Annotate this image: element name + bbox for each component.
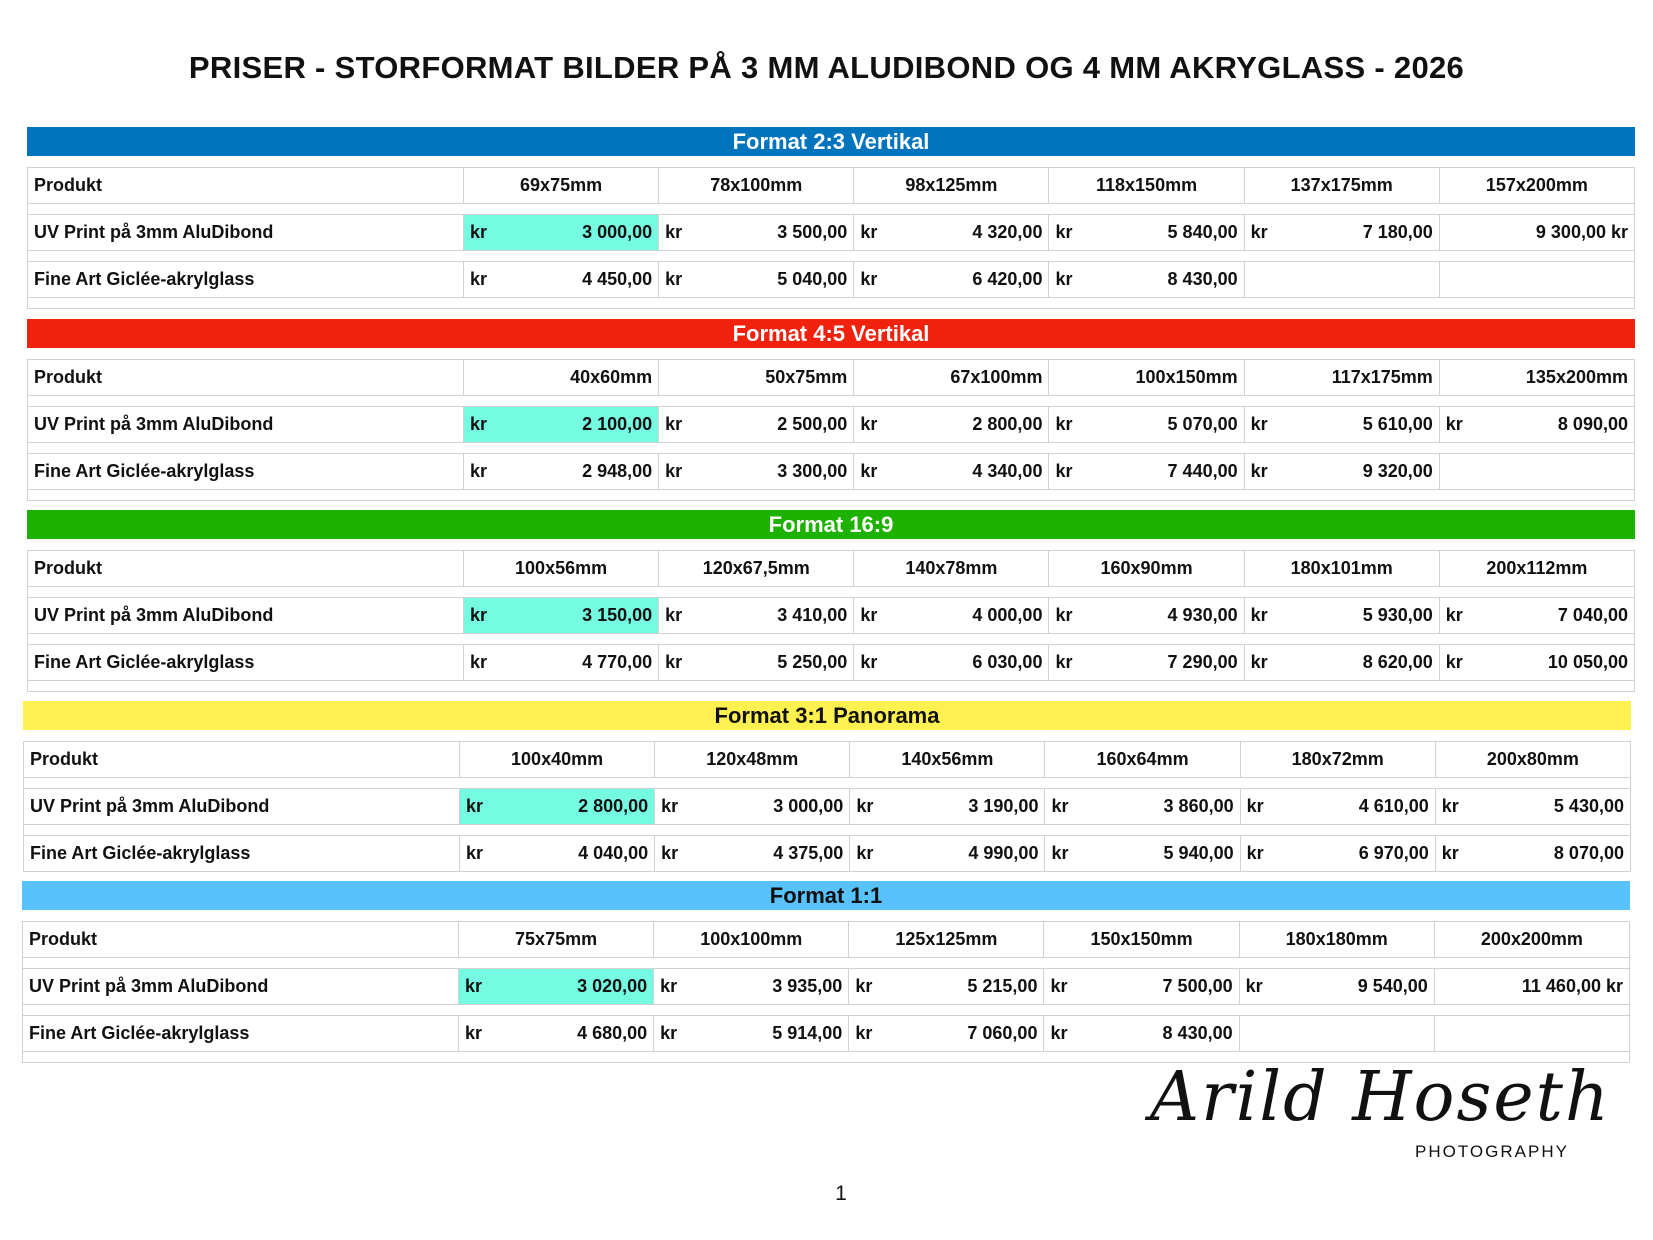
- price-cell: [464, 645, 659, 681]
- price-cell: [654, 969, 849, 1005]
- price-value: 5 070,00: [1167, 414, 1238, 434]
- price-cell: [1044, 1016, 1239, 1052]
- section-header-band: Format 4:5 Vertikal: [27, 319, 1635, 348]
- currency-label: kr: [1055, 461, 1073, 481]
- column-header-size: 78x100mm: [659, 168, 854, 204]
- price-value: 4 320,00: [972, 222, 1043, 242]
- column-header-size: 160x64mm: [1045, 742, 1240, 778]
- price-cell: [1044, 969, 1239, 1005]
- table-row: [28, 262, 1635, 298]
- column-header-size: 135x200mm: [1439, 360, 1634, 396]
- section-format-4-5: [27, 319, 1635, 501]
- price-cell: [1244, 645, 1439, 681]
- currency-label: kr: [860, 269, 878, 289]
- price-value: 5 215,00: [967, 976, 1038, 996]
- price-cell: [655, 836, 850, 872]
- table-header-row: [28, 168, 1635, 204]
- price-cell: [854, 407, 1049, 443]
- price-cell: [1434, 969, 1629, 1005]
- price-cell: [659, 407, 854, 443]
- currency-label: kr: [661, 843, 679, 863]
- price-cell: [654, 1016, 849, 1052]
- currency-label: kr: [855, 976, 873, 996]
- price-cell: [459, 1016, 654, 1052]
- column-header-product: Produkt: [28, 360, 464, 396]
- column-header-size: 157x200mm: [1439, 168, 1634, 204]
- price-value: 4 930,00: [1167, 605, 1238, 625]
- currency-label: kr: [1051, 796, 1069, 816]
- price-cell: [1435, 836, 1630, 872]
- column-header-product: Produkt: [28, 168, 464, 204]
- price-cell: [849, 969, 1044, 1005]
- price-value: 3 935,00: [772, 976, 843, 996]
- currency-label: kr: [860, 414, 878, 434]
- currency-label: kr: [1246, 843, 1264, 863]
- currency-label: kr: [665, 605, 683, 625]
- column-header-size: 150x150mm: [1044, 922, 1239, 958]
- price-value: 7 440,00: [1167, 461, 1238, 481]
- price-cell: [659, 454, 854, 490]
- price-value: 4 610,00: [1358, 796, 1429, 816]
- price-value: 2 948,00: [582, 461, 653, 481]
- price-table: [27, 359, 1635, 501]
- currency-label: kr: [1250, 222, 1268, 242]
- price-cell: [1439, 215, 1634, 251]
- currency-label: kr: [860, 605, 878, 625]
- price-value: 4 450,00: [582, 269, 653, 289]
- price-cell: [460, 836, 655, 872]
- price-value: 3 000,00: [773, 796, 844, 816]
- currency-label: kr: [661, 796, 679, 816]
- price-cell: [850, 789, 1045, 825]
- price-cell: [464, 407, 659, 443]
- table-header-row: [23, 922, 1630, 958]
- price-value: 5 430,00: [1553, 796, 1624, 816]
- currency-label: kr: [860, 652, 878, 672]
- currency-label: kr: [660, 1023, 678, 1043]
- currency-label: kr: [665, 414, 683, 434]
- currency-label: kr: [470, 605, 488, 625]
- price-cell: [1240, 836, 1435, 872]
- section-format-2-3: [27, 127, 1635, 309]
- price-value: 8 620,00: [1362, 652, 1433, 672]
- price-value: 3 860,00: [1163, 796, 1234, 816]
- currency-label: kr: [465, 976, 483, 996]
- price-value: 5 914,00: [772, 1023, 843, 1043]
- price-cell: [1049, 454, 1244, 490]
- currency-label: kr: [665, 222, 683, 242]
- table-row: [24, 789, 1631, 825]
- price-cell-empty: [1244, 262, 1439, 298]
- section-header-band: Format 3:1 Panorama: [23, 701, 1631, 730]
- price-cell: [459, 969, 654, 1005]
- currency-label: kr: [1250, 461, 1268, 481]
- logo-signature-text: Arild Hoseth: [1150, 1058, 1611, 1137]
- column-header-size: 125x125mm: [849, 922, 1044, 958]
- price-table: [27, 167, 1635, 309]
- price-cell: [1244, 598, 1439, 634]
- section-format-3-1: [23, 701, 1631, 872]
- price-value: 3 500,00: [777, 222, 848, 242]
- column-header-size: 50x75mm: [659, 360, 854, 396]
- currency-label: kr: [1055, 414, 1073, 434]
- price-value: 7 500,00: [1162, 976, 1233, 996]
- product-name: UV Print på 3mm AluDibond: [28, 407, 464, 443]
- product-name: Fine Art Giclée-akrylglass: [28, 262, 464, 298]
- currency-label: kr: [1445, 414, 1463, 434]
- table-header-row: [28, 551, 1635, 587]
- price-value: 8 090,00: [1557, 414, 1628, 434]
- price-value: 2 800,00: [972, 414, 1043, 434]
- table-row: [28, 645, 1635, 681]
- product-name: Fine Art Giclée-akrylglass: [23, 1016, 459, 1052]
- price-cell: [659, 598, 854, 634]
- currency-label: kr: [470, 269, 488, 289]
- product-name: Fine Art Giclée-akrylglass: [24, 836, 460, 872]
- table-row: [23, 969, 1630, 1005]
- price-cell: [1439, 407, 1634, 443]
- price-cell: [659, 262, 854, 298]
- column-header-size: 100x150mm: [1049, 360, 1244, 396]
- price-cell: [849, 1016, 1044, 1052]
- currency-label: kr: [1445, 605, 1463, 625]
- product-name: Fine Art Giclée-akrylglass: [28, 645, 464, 681]
- currency-label: kr: [1250, 414, 1268, 434]
- price-cell-empty: [1434, 1016, 1629, 1052]
- currency-label: kr: [856, 796, 874, 816]
- currency-label: kr: [470, 414, 488, 434]
- column-header-size: 200x112mm: [1439, 551, 1634, 587]
- currency-label: kr: [1441, 843, 1459, 863]
- price-value: 3 150,00: [582, 605, 653, 625]
- price-table: [22, 921, 1630, 1063]
- section-header-band: Format 16:9: [27, 510, 1635, 539]
- column-header-size: 160x90mm: [1049, 551, 1244, 587]
- currency-label: kr: [470, 461, 488, 481]
- price-value: 8 070,00: [1553, 843, 1624, 863]
- product-name: UV Print på 3mm AluDibond: [28, 598, 464, 634]
- currency-label: kr: [1055, 222, 1073, 242]
- currency-label: kr: [665, 652, 683, 672]
- price-value: 4 040,00: [578, 843, 649, 863]
- price-value: 9 320,00: [1362, 461, 1433, 481]
- section-header-band: Format 2:3 Vertikal: [27, 127, 1635, 156]
- price-value: 4 000,00: [972, 605, 1043, 625]
- column-header-size: 200x80mm: [1435, 742, 1630, 778]
- currency-label: kr: [660, 976, 678, 996]
- price-value: 8 430,00: [1167, 269, 1238, 289]
- price-value: 5 940,00: [1163, 843, 1234, 863]
- price-cell: [854, 645, 1049, 681]
- price-value: 3 300,00: [777, 461, 848, 481]
- signature-logo: [1150, 1058, 1611, 1178]
- column-header-size: 100x40mm: [460, 742, 655, 778]
- price-value: 4 375,00: [773, 843, 844, 863]
- currency-label: kr: [1050, 976, 1068, 996]
- price-cell: [1244, 215, 1439, 251]
- price-cell: [1439, 598, 1634, 634]
- section-header-band: Format 1:1: [22, 881, 1630, 910]
- price-cell: [1049, 598, 1244, 634]
- price-value: 2 100,00: [582, 414, 653, 434]
- column-header-size: 118x150mm: [1049, 168, 1244, 204]
- price-cell-empty: [1239, 1016, 1434, 1052]
- price-cell: [1049, 215, 1244, 251]
- price-cell: [854, 454, 1049, 490]
- price-cell: [1240, 789, 1435, 825]
- price-value: 9 540,00: [1357, 976, 1428, 996]
- column-header-size: 120x67,5mm: [659, 551, 854, 587]
- price-value: 9 300,00 kr: [1535, 222, 1628, 242]
- price-value: 7 180,00: [1362, 222, 1433, 242]
- price-value: 11 460,00 kr: [1521, 976, 1623, 996]
- page-number: 1: [835, 1182, 847, 1205]
- price-cell: [1049, 407, 1244, 443]
- price-value: 7 040,00: [1557, 605, 1628, 625]
- currency-label: kr: [1055, 269, 1073, 289]
- price-cell: [659, 645, 854, 681]
- price-cell: [659, 215, 854, 251]
- price-table: [27, 550, 1635, 692]
- table-row: [28, 454, 1635, 490]
- price-value: 5 610,00: [1362, 414, 1433, 434]
- currency-label: kr: [1051, 843, 1069, 863]
- column-header-size: 98x125mm: [854, 168, 1049, 204]
- price-cell: [464, 454, 659, 490]
- column-header-size: 180x180mm: [1239, 922, 1434, 958]
- table-row: [28, 215, 1635, 251]
- column-header-size: 137x175mm: [1244, 168, 1439, 204]
- currency-label: kr: [665, 269, 683, 289]
- currency-label: kr: [860, 222, 878, 242]
- currency-label: kr: [1441, 796, 1459, 816]
- price-value: 3 410,00: [777, 605, 848, 625]
- column-header-size: 180x101mm: [1244, 551, 1439, 587]
- price-value: 7 060,00: [967, 1023, 1038, 1043]
- column-header-size: 140x78mm: [854, 551, 1049, 587]
- column-header-product: Produkt: [23, 922, 459, 958]
- currency-label: kr: [665, 461, 683, 481]
- currency-label: kr: [470, 652, 488, 672]
- price-value: 3 020,00: [577, 976, 648, 996]
- price-value: 8 430,00: [1162, 1023, 1233, 1043]
- price-cell-empty: [1439, 454, 1634, 490]
- column-header-size: 40x60mm: [464, 360, 659, 396]
- price-value: 5 040,00: [777, 269, 848, 289]
- currency-label: kr: [1055, 605, 1073, 625]
- product-name: UV Print på 3mm AluDibond: [28, 215, 464, 251]
- currency-label: kr: [855, 1023, 873, 1043]
- price-value: 2 800,00: [578, 796, 649, 816]
- price-cell: [464, 598, 659, 634]
- price-cell: [464, 215, 659, 251]
- column-header-size: 69x75mm: [464, 168, 659, 204]
- price-table: [23, 741, 1631, 872]
- currency-label: kr: [466, 843, 484, 863]
- column-header-product: Produkt: [24, 742, 460, 778]
- section-format-16-9: [27, 510, 1635, 692]
- product-name: Fine Art Giclée-akrylglass: [28, 454, 464, 490]
- column-header-size: 180x72mm: [1240, 742, 1435, 778]
- currency-label: kr: [465, 1023, 483, 1043]
- column-header-size: 120x48mm: [655, 742, 850, 778]
- table-header-row: [24, 742, 1631, 778]
- price-cell: [1049, 262, 1244, 298]
- price-cell: [1239, 969, 1434, 1005]
- price-cell: [1049, 645, 1244, 681]
- price-value: 5 840,00: [1167, 222, 1238, 242]
- currency-label: kr: [470, 222, 488, 242]
- price-cell: [464, 262, 659, 298]
- price-cell: [460, 789, 655, 825]
- price-cell: [1439, 645, 1634, 681]
- price-cell: [854, 262, 1049, 298]
- price-value: 4 680,00: [577, 1023, 648, 1043]
- price-value: 6 970,00: [1358, 843, 1429, 863]
- price-value: 3 190,00: [968, 796, 1039, 816]
- logo-subtitle: PHOTOGRAPHY: [1415, 1142, 1569, 1161]
- price-value: 5 250,00: [777, 652, 848, 672]
- price-cell: [1045, 789, 1240, 825]
- price-cell-empty: [1439, 262, 1634, 298]
- price-value: 4 770,00: [582, 652, 653, 672]
- column-header-size: 75x75mm: [459, 922, 654, 958]
- currency-label: kr: [1250, 605, 1268, 625]
- table-header-row: [28, 360, 1635, 396]
- price-cell: [854, 215, 1049, 251]
- price-value: 3 000,00: [582, 222, 653, 242]
- table-row: [24, 836, 1631, 872]
- column-header-size: 140x56mm: [850, 742, 1045, 778]
- currency-label: kr: [860, 461, 878, 481]
- table-row: [28, 407, 1635, 443]
- price-value: 2 500,00: [777, 414, 848, 434]
- column-header-size: 100x56mm: [464, 551, 659, 587]
- product-name: UV Print på 3mm AluDibond: [24, 789, 460, 825]
- currency-label: kr: [856, 843, 874, 863]
- price-value: 10 050,00: [1547, 652, 1628, 672]
- price-cell: [854, 598, 1049, 634]
- column-header-size: 200x200mm: [1434, 922, 1629, 958]
- currency-label: kr: [1246, 796, 1264, 816]
- table-row: [23, 1016, 1630, 1052]
- currency-label: kr: [1050, 1023, 1068, 1043]
- currency-label: kr: [1445, 652, 1463, 672]
- price-value: 5 930,00: [1362, 605, 1433, 625]
- price-cell: [1045, 836, 1240, 872]
- price-value: 6 030,00: [972, 652, 1043, 672]
- currency-label: kr: [466, 796, 484, 816]
- price-value: 7 290,00: [1167, 652, 1238, 672]
- currency-label: kr: [1245, 976, 1263, 996]
- column-header-product: Produkt: [28, 551, 464, 587]
- price-cell: [850, 836, 1045, 872]
- column-header-size: 117x175mm: [1244, 360, 1439, 396]
- column-header-size: 67x100mm: [854, 360, 1049, 396]
- page-title: PRISER - STORFORMAT BILDER PÅ 3 MM ALUDIBOND OG 4 MM AKRYGLASS - 2026: [188, 50, 1465, 85]
- price-value: 4 340,00: [972, 461, 1043, 481]
- price-value: 6 420,00: [972, 269, 1043, 289]
- section-format-1-1: [22, 881, 1630, 1063]
- price-cell: [1435, 789, 1630, 825]
- price-cell: [655, 789, 850, 825]
- currency-label: kr: [1250, 652, 1268, 672]
- product-name: UV Print på 3mm AluDibond: [23, 969, 459, 1005]
- currency-label: kr: [1055, 652, 1073, 672]
- table-row: [28, 598, 1635, 634]
- price-cell: [1244, 454, 1439, 490]
- column-header-size: 100x100mm: [654, 922, 849, 958]
- price-cell: [1244, 407, 1439, 443]
- price-value: 4 990,00: [968, 843, 1039, 863]
